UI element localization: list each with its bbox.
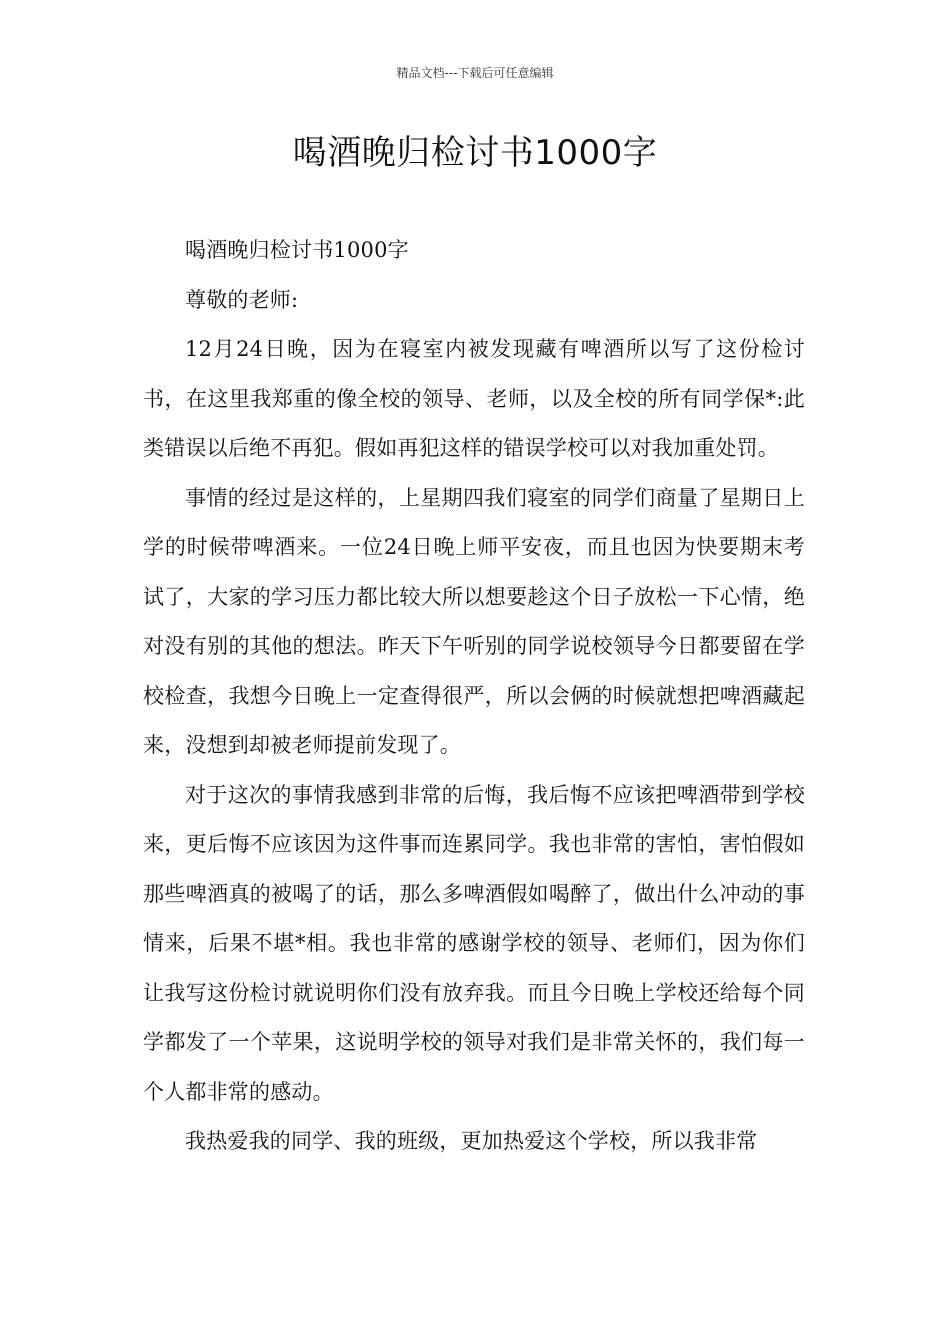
document-title: 喝酒晚归检讨书1000字 (292, 133, 658, 173)
paragraph-body-4: 我热爱我的同学、我的班级，更加热爱这个学校，所以我非常 (185, 1129, 758, 1153)
paragraph-body-3: 对于这次的事情我感到非常的后悔，我后悔不应该把啤酒带到学校来，更后悔不应该因为这件事而连累同学。我也非常的害怕，害怕假如那些啤酒真的被喝了的话，那么多啤酒假如喝醉了，做出什么冲动的事情来，后果不堪*相。我也非常的感谢学校的领导、老师们，因为你们让我写这份检讨就说明你们没有放弃我。而且今日晚上学校还给每个同学都发了一个苹果，这说明学校的领导对我们是非常关怀的，我们每一个人都非常的感动。 (143, 782, 805, 1104)
paragraph-body-1: 12月24日晚，因为在寝室内被发现藏有啤酒所以写了这份检讨书，在这里我郑重的像全校的领导、老师，以及全校的所有同学保*:此类错误以后绝不再犯。假如再犯这样的错误学校可以对我加重处罚。 (143, 337, 805, 460)
header-note: 精品文档---下载后可任意编辑 (396, 66, 554, 80)
paragraph-salutation: 尊敬的老师: (185, 287, 299, 312)
paragraph-subtitle: 喝酒晚归检讨书1000字 (185, 238, 409, 262)
document-body (143, 226, 805, 1167)
paragraph-body-2: 事情的经过是这样的，上星期四我们寝室的同学们商量了星期日上学的时候带啤酒来。一位24日晚上师平安夜，而且也因为快要期末考试了，大家的学习压力都比较大所以想要趁这个日子放松一下心情，绝对没有别的其他的想法。昨天下午听别的同学说校领导今日都要留在学校检查，我想今日晚上一定查得很严，所以会俩的时候就想把啤酒藏起来，没想到却被老师提前发现了。 (143, 485, 805, 757)
